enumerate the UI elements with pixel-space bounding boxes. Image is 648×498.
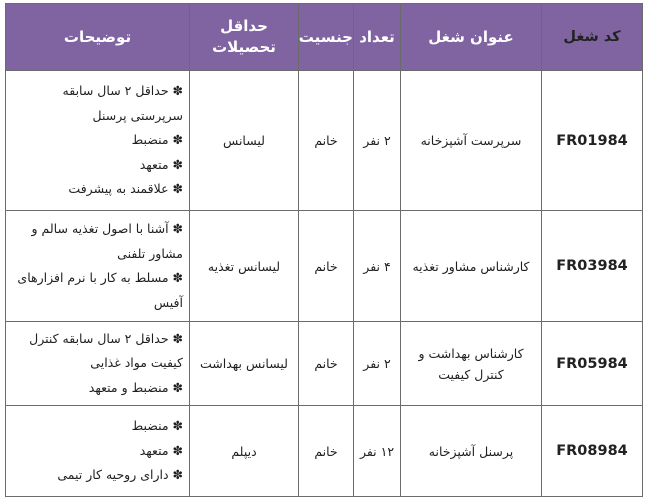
table-row	[6, 71, 643, 211]
table-header-row	[6, 4, 643, 71]
job-gender-cell: خانم	[299, 406, 354, 497]
description-item: ✽ آشنا با اصول تغذیه سالم و مشاور تلفنی	[31, 221, 183, 261]
job-code: FR03984	[556, 258, 628, 274]
job-description-cell	[6, 322, 190, 406]
job-education-cell: لیسانس تغذیه	[190, 211, 299, 322]
job-code-cell	[542, 406, 643, 497]
job-count-cell: ۲ نفر	[354, 71, 401, 211]
job-code-cell	[542, 322, 643, 406]
header-title: عنوان شغل	[401, 4, 542, 71]
job-code-cell	[542, 71, 643, 211]
job-code: FR01984	[556, 132, 628, 149]
description-item: ✽ منضبط و متعهد	[88, 379, 183, 395]
job-gender-cell: خانم	[299, 71, 354, 211]
description-item: ✽ حداقل ۲ سال سابقه کنترل کیفیت مواد غذایی	[29, 330, 183, 371]
job-listings-table	[5, 3, 643, 497]
job-education-cell: لیسانس بهداشت	[190, 322, 299, 406]
job-code-cell	[542, 211, 643, 322]
table-row	[6, 406, 643, 497]
header-education: حداقل تحصیلات	[190, 4, 299, 71]
description-item: ✽ علاقمند به پیشرفت	[68, 181, 183, 197]
job-description-cell	[6, 211, 190, 322]
job-count-cell: ۱۲ نفر	[354, 406, 401, 497]
header-count: تعداد	[354, 4, 401, 71]
job-title-cell: کارشناس بهداشت و کنترل کیفیت	[401, 322, 542, 406]
header-description: توضیحات	[6, 4, 190, 71]
description-item: ✽ منضبط	[131, 418, 183, 434]
header-code: کد شغل	[542, 4, 643, 71]
description-item: ✽ دارای روحیه کار تیمی	[57, 467, 183, 483]
table-row	[6, 322, 643, 406]
description-item: ✽ منضبط	[131, 132, 183, 148]
table-row	[6, 211, 643, 322]
job-table-container	[5, 3, 643, 493]
header-gender: جنسیت	[299, 4, 354, 71]
job-title-cell: سرپرست آشپزخانه	[401, 71, 542, 211]
job-gender-cell: خانم	[299, 322, 354, 406]
job-title-cell: پرسنل آشپزخانه	[401, 406, 542, 497]
job-education-cell: دیپلم	[190, 406, 299, 497]
job-description-cell	[6, 71, 190, 211]
description-item: ✽ متعهد	[139, 442, 183, 458]
job-description-cell	[6, 406, 190, 497]
job-count-cell: ۲ نفر	[354, 322, 401, 406]
job-code: FR08984	[556, 443, 628, 459]
job-code: FR05984	[556, 355, 628, 372]
description-item: ✽ مسلط به کار با نرم افزارهای آفیس	[17, 270, 183, 310]
description-item: ✽ حداقل ۲ سال سابقه سرپرستی پرسنل	[62, 83, 183, 123]
job-title-cell: کارشناس مشاور تغذیه	[401, 211, 542, 322]
job-gender-cell: خانم	[299, 211, 354, 322]
description-item: ✽ متعهد	[139, 156, 183, 172]
job-education-cell: لیسانس	[190, 71, 299, 211]
job-count-cell: ۴ نفر	[354, 211, 401, 322]
